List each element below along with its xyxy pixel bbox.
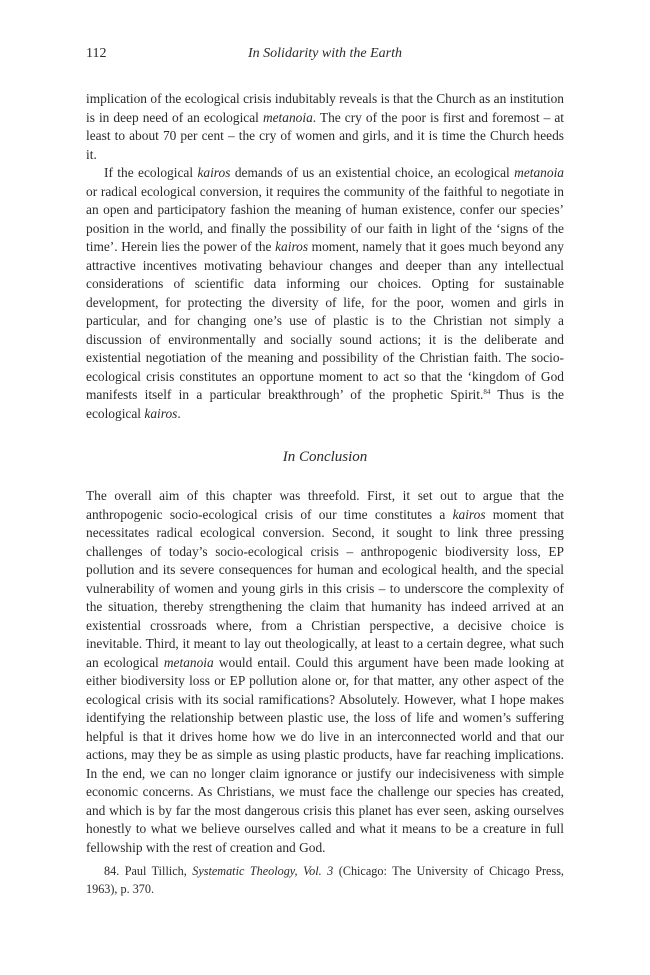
main-text <box>86 90 564 857</box>
text-run: demands of us an existential choice, an ecological <box>230 165 515 180</box>
text-run: The overall aim of this chapter was threefold. First, it set out to argue that the anthropogenic socio-ecological crisis of our time constitutes a <box>86 488 564 522</box>
text-run: (Chicago: The University of Chicago Press, 1963), p. 370. <box>86 864 564 896</box>
text-run: 84. Paul Tillich, <box>104 864 193 878</box>
italic-title: Systematic Theology, Vol. 3 <box>192 864 334 878</box>
footnote-84 <box>86 862 564 898</box>
italic-term: metanoia <box>163 654 214 670</box>
footnote <box>86 862 564 898</box>
paragraph-continued <box>86 90 564 164</box>
text-run: If the ecological <box>104 165 198 180</box>
text-run: . The cry of the poor is first and foremost – at least to about 70 per cent – the cry of women and girls, and it is time the Church heeds it. <box>86 109 564 162</box>
text-run: implication of the ecological crisis indubitably reveals is that the Church as an institution is in deep need of an ecological <box>86 91 564 125</box>
text-run: moment, namely that it goes much beyond any attractive incentives motivating behaviour changes and deeper than any intellectual considerations of scientific data informing our choices. Opting for sustainable development, for protecting the diversity of life, for the poor, women and girls in particular, and for changing one’s use of plastic is to the Christian not simply a discussion of environmentally and socially sound actions; it is the deliberate and existential negotiation of the meaning and possibility of the Christian faith. The socio-ecological crisis constitutes an opportune moment to act so that the ‘kingdom of God manifests itself in a particular breakthrough’ of the prophetic Spirit. <box>86 239 565 402</box>
text-run: Thus is the ecological <box>86 387 564 421</box>
text-run: or radical ecological conversion, it requires the community of the faithful to negotiate in an open and participatory fashion the meaning of human existence, confer our species’ position in the world, and finally the possibility of our faith in light of the ‘signs of the time’. Herein lies the power of the <box>86 183 564 254</box>
paragraph-kairos <box>86 164 564 423</box>
text-run: . <box>177 405 181 421</box>
running-title: In Solidarity with the Earth <box>248 46 402 61</box>
text-run: would entail. Could this argument have been made looking at either biodiversity loss or EP pollution alone or, for that matter, any other aspect of the ecological crisis with its social ramifications? Absolutely. However, what I hope makes identifying the relationship between plastic use, the loss of life and women’s suffering helpful is that it drives home how we do live in an interconnected world and that our actions, may they be as simple as using plastic products, have far reaching implications. In the end, we can no longer claim ignorance or justify our indecisiveness with simple economic concerns. As Christians, we must face the challenge our species has created, and which is by far the most dangerous crisis this planet has ever seen, asking ourselves honestly to what we believe ourselves called and what it means to be a creature in full fellowship with the rest of creation and God. <box>86 654 564 855</box>
italic-term: kairos <box>275 239 309 254</box>
italic-term: kairos <box>197 165 231 180</box>
italic-term: metanoia <box>262 109 313 125</box>
page-number: 112 <box>86 46 107 61</box>
italic-term: kairos <box>452 506 486 522</box>
footnote-reference[interactable]: 84 <box>483 388 491 396</box>
running-header <box>86 44 564 64</box>
italic-term: kairos <box>144 405 178 421</box>
paragraph-conclusion <box>86 487 564 857</box>
section-heading: In Conclusion <box>282 449 368 465</box>
text-run: moment that necessitates radical ecological conversion. Second, it sought to link three pressing challenges of today’s socio-ecological crisis – anthropogenic biodiversity loss, EP pollution and its severe consequences for human and ecological health, and the special vulnerability of women and young girls in this crisis – to underscore the complexity of the situation, thereby strengthening the claim that humanity has indeed arrived at an existential crossroads where, from a Christian perspective, a decisive choice is inevitable. Third, it meant to lay out theologically, at least to a certain degree, what such an ecological <box>86 506 564 670</box>
italic-term: metanoia <box>514 165 564 180</box>
